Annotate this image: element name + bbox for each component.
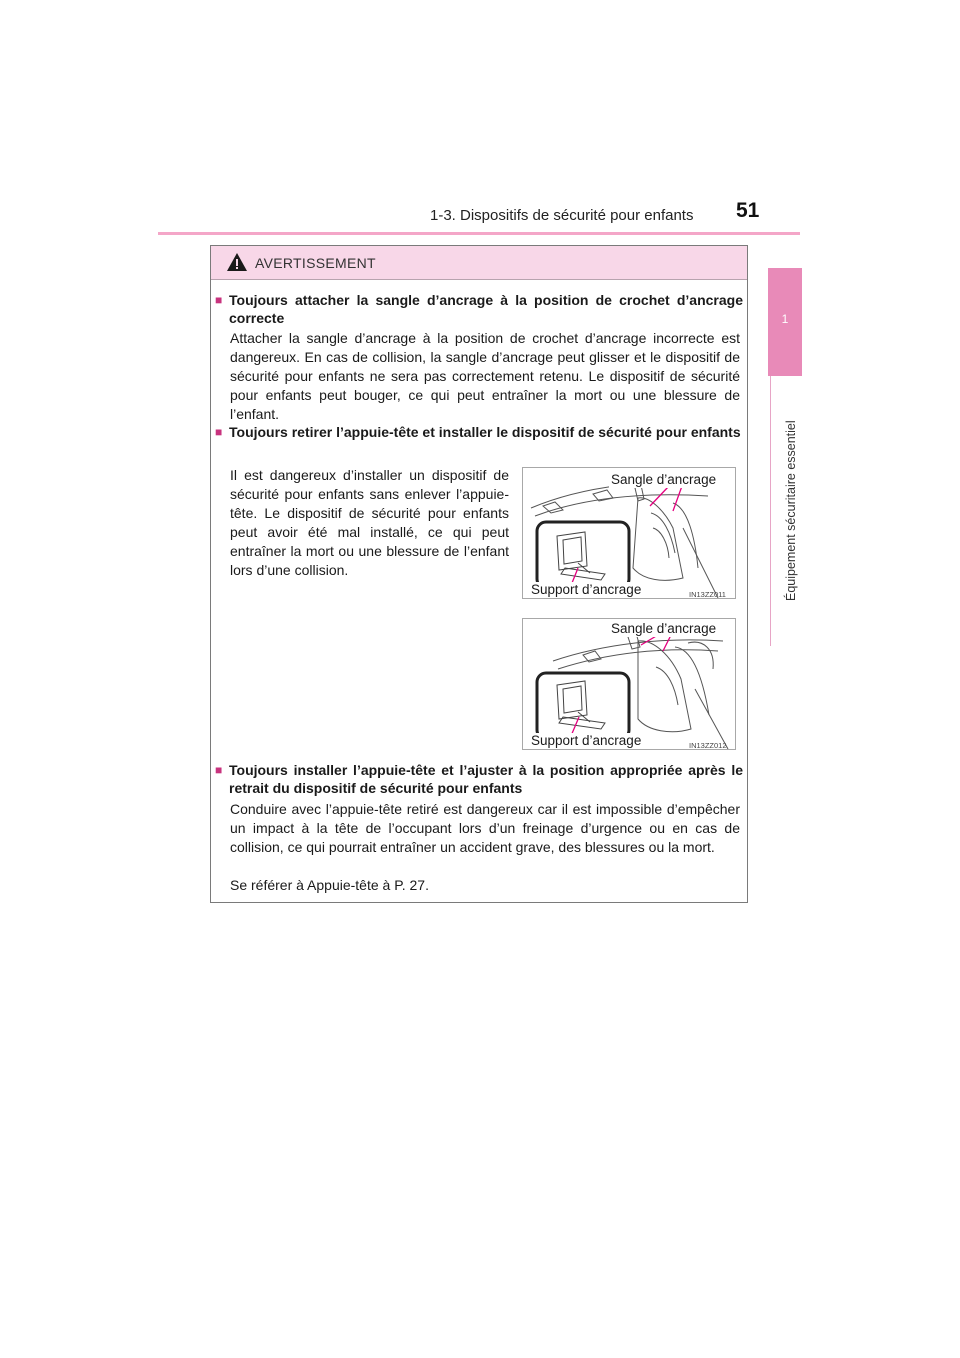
warning-item-title: ■ Toujours retirer l’appuie-tête et installer le dispositif de sécurité pour enfants [215, 424, 741, 440]
bullet-square-icon: ■ [215, 763, 223, 777]
warning-triangle-icon [226, 252, 248, 272]
chapter-tab [768, 268, 802, 376]
figure-code: IN13ZZ011 [689, 590, 726, 599]
warning-item-title: ■ Toujours installer l’appuie-tête et l’ajuster à la position appropriée après le retrait du dispositif de sécurité pour enfants [215, 762, 743, 796]
illustration-anchor-strap [522, 618, 736, 750]
figure-label-top: Sangle d’ancrage [611, 472, 717, 487]
warning-item-title: ■ Toujours attacher la sangle d’ancrage à la position de crochet d’ancrage correcte [215, 292, 743, 326]
figure-label-bottom: Support d’ancrage [531, 733, 642, 748]
warning-box [210, 245, 748, 903]
illustration-anchor-strap [522, 467, 736, 599]
header-rule [158, 232, 800, 235]
warning-item-body: Il est dangereux d’installer un dispositif de sécurité pour enfants sans enlever l’appuie-tête. Le dispositif de sécurité pour enfants peut avoir été mal installé, ce qui peut entraîner la mort ou une blessure de l’enfant lors d’une collision. [230, 467, 509, 578]
chapter-number: 1 [781, 312, 789, 326]
seat-illustration [523, 619, 736, 750]
page-number: 51 [736, 199, 760, 222]
figure-code: IN13ZZ012 [689, 741, 727, 750]
warning-item-body: Attacher la sangle d’ancrage à la position de crochet d’ancrage incorrecte est dangereux. En cas de collision, la sangle d’ancrage peut glisser et le dispositif de sécurité pour enfants ne sera pas correctement retenu. Le dispositif de sécurité pour enfants peut bouger, ce qui peut entraîner la mort ou une blessure de l’enfant. [230, 330, 740, 422]
bullet-square-icon: ■ [215, 293, 223, 307]
bullet-square-icon: ■ [215, 425, 223, 439]
section-title: 1-3. Dispositifs de sécurité pour enfants [430, 207, 694, 224]
chapter-title: Équipement sécuritaire essentiel [784, 420, 798, 602]
figure-label-top: Sangle d’ancrage [611, 621, 717, 636]
warning-item-body: Conduire avec l’appuie-tête retiré est dangereux car il est impossible d’empêcher un impact à la tête de l’occupant lors d’un freinage d’urgence ou en cas de collision, ce qui pourrait entraîner un accident grave, des blessures ou la mort. [230, 801, 740, 855]
warning-label: AVERTISSEMENT [255, 255, 376, 271]
figure-label-bottom: Support d’ancrage [531, 582, 642, 597]
warning-header [211, 246, 747, 280]
cross-reference: Se référer à Appuie-tête à P. 27. [230, 877, 429, 893]
side-divider [770, 376, 771, 646]
